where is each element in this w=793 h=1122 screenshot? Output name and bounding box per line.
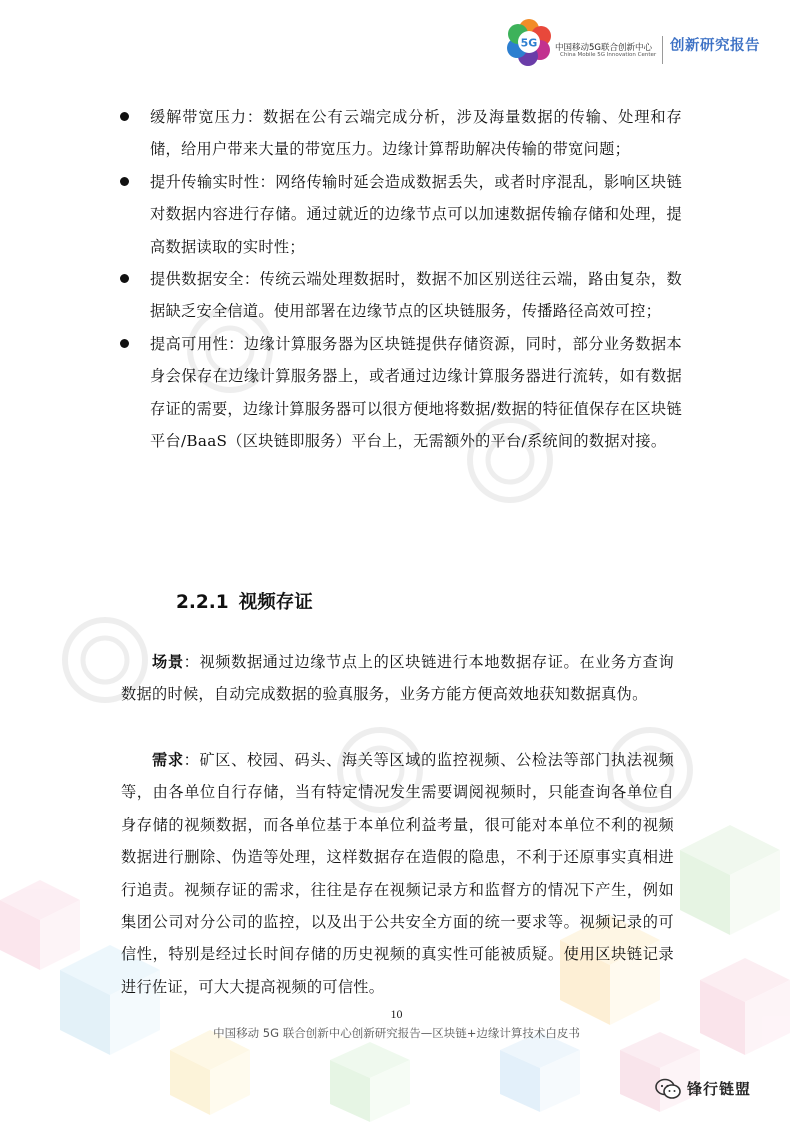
header-divider	[662, 36, 663, 64]
benefit-bullet-list	[117, 101, 682, 457]
page-header	[505, 18, 775, 74]
demand-label: 需求	[152, 751, 184, 769]
page-number: 10	[390, 1007, 403, 1021]
footer-title: 中国移动 5G 联合创新中心创新研究报告—区块链+边缘计算技术白皮书	[213, 1026, 580, 1040]
section-number: 2.2.1	[176, 592, 229, 613]
section-title: 视频存证	[238, 592, 313, 613]
org-name-en: China Mobile 5G Innovation Center	[560, 52, 657, 58]
report-label: 创新研究报告	[670, 38, 760, 54]
demand-text: ：矿区、校园、码头、海关等区域的监控视频、公检法等部门执法视频等，由各单位自行存储，当有特定情况发生需要调阅视频时，只能查询各单位自身存储的视频数据，而各单位基于本单位利益考量，很可能对本单位不利的视频数据进行删除、伪造等处理，这样数据存在造假的隐患，不利于还原事实真相进行追责。视频存证的需求，往往是存在视频记录方和监督方的情况下产生，例如集团公司对分公司的监控，以及出于公共安全方面的统一要求等。视频记录的可信性，特别是经过长时间存储的历史视频的真实性可能被质疑。使用区块链记录进行佐证，可大大提高视频的可信性。	[121, 751, 674, 996]
bullet-item: 提高可用性：边缘计算服务器为区块链提供存储资源，同时，部分业务数据本身会保存在边缘计算服务器上，或者通过边缘计算服务器进行流转，如有数据存证的需要，边缘计算服务器可以很方便地将数据/数据的特征值保存在区块链平台/BaaS（区块链即服务）平台上，无需额外的平台/系统间的数据对接。	[117, 328, 682, 458]
demand-paragraph	[121, 744, 674, 1003]
scene-label: 场景	[152, 653, 184, 671]
wechat-account-name: 锋行链盟	[687, 1080, 752, 1098]
bullet-item: 提升传输实时性：网络传输时延会造成数据丢失，或者时序混乱，影响区块链对数据内容进行存储。通过就近的边缘节点可以加速数据传输存储和处理，提高数据读取的实时性；	[117, 166, 682, 263]
logo-badge-text: 5G	[520, 36, 538, 50]
bullet-item: 缓解带宽压力：数据在公有云端完成分析，涉及海量数据的传输、处理和存储，给用户带来大量的带宽压力。边缘计算帮助解决传输的带宽问题；	[117, 101, 682, 166]
bullet-item: 提供数据安全：传统云端处理数据时，数据不加区别送往云端，路由复杂，数据缺乏安全信道。使用部署在边缘节点的区块链服务，传播路径高效可控；	[117, 263, 682, 328]
china-mobile-5g-logo-icon	[505, 18, 553, 66]
scene-text: ：视频数据通过边缘节点上的区块链进行本地数据存证。在业务方查询数据的时候，自动完成数据的验真服务，业务方能方便高效地获知数据真伪。	[121, 653, 674, 704]
org-name-cn: 中国移动5G联合创新中心	[555, 43, 652, 53]
scene-paragraph	[121, 646, 674, 711]
wechat-icon	[655, 1078, 681, 1100]
section-heading	[176, 588, 313, 614]
